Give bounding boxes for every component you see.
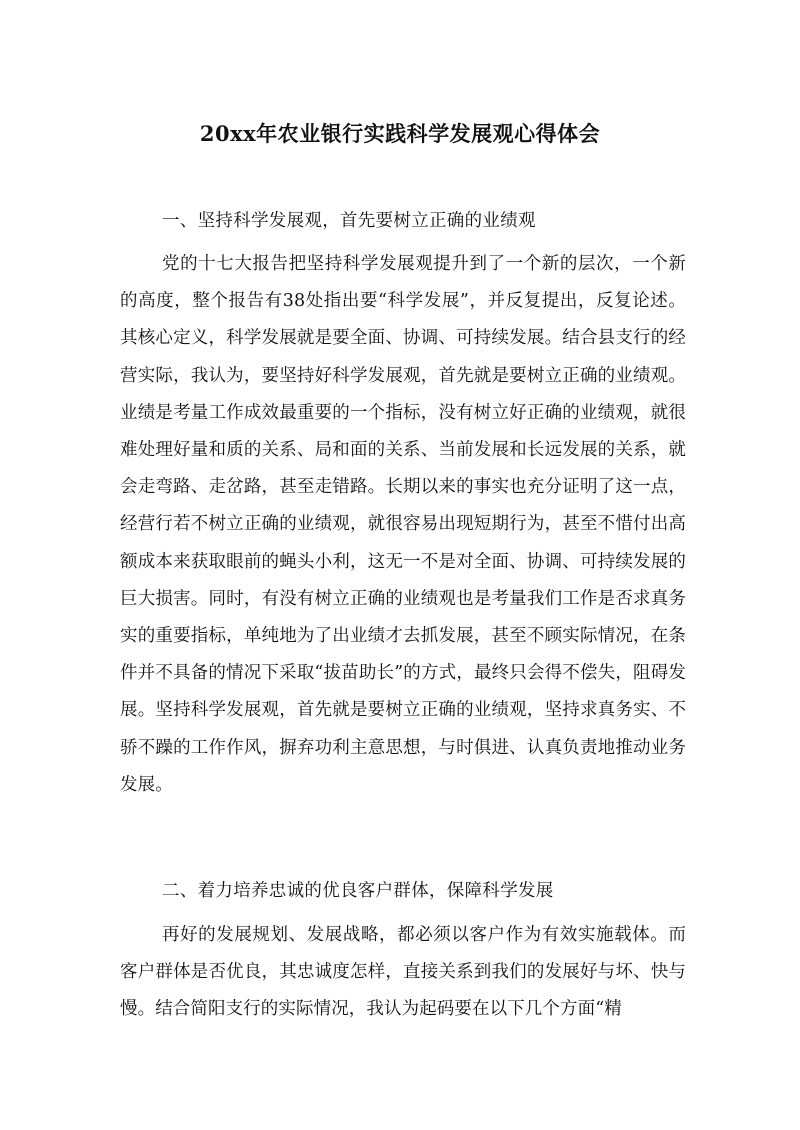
section-heading-1: 一、坚持科学发展观，首先要树立正确的业绩观 <box>162 211 536 231</box>
section-1-paragraph: 党的十七大报告把坚持科学发展观提升到了一个新的层次，一个新的高度，整个报告有38处指出要“科学发展”，并反复提出，反复论述。其核心定义，科学发展就是要全面、协调、可持续发展。结合县支行的经营实际，我认为，要坚持好科学发展观，首先就是要树立正确的业绩观。业绩是考量工作成效最重要的一个指标，没有树立好正确的业绩观，就很难处理好量和质的关系、局和面的关系、当前发展和长远发展的关系，就会走弯路、走岔路，甚至走错路。长期以来的事实也充分证明了这一点，经营行若不树立正确的业绩观，就很容易出现短期行为，甚至不惜付出高额成本来获取眼前的蝇头小利，这无一不是对全面、协调、可持续发展的巨大损害。同时，有没有树立正确的业绩观也是考量我们工作是否求真务实的重要指标，单纯地为了出业绩才去抓发展，甚至不顾实际情况，在条件并不具备的情况下采取“拔苗助长”的方式，最终只会得不偿失，阻碍发展。坚持科学发展观，首先就是要树立正确的业绩观，坚持求真务实、不骄不躁的工作作风，摒弃功利主意思想，与时俱进、认真负责地推动业务发展。 <box>120 254 686 795</box>
section-2-paragraph: 再好的发展规划、发展战略，都必须以客户作为有效实施载体。而客户群体是否优良，其忠诚度怎样，直接关系到我们的发展好与坏、快与慢。结合简阳支行的实际情况，我认为起码要在以下几个方面“精 <box>120 925 686 1020</box>
document-title: 20xx年农业银行实践科学发展观心得体会 <box>199 121 601 146</box>
section-heading-2: 二、着力培养忠诚的优良客户群体，保障科学发展 <box>162 881 554 901</box>
